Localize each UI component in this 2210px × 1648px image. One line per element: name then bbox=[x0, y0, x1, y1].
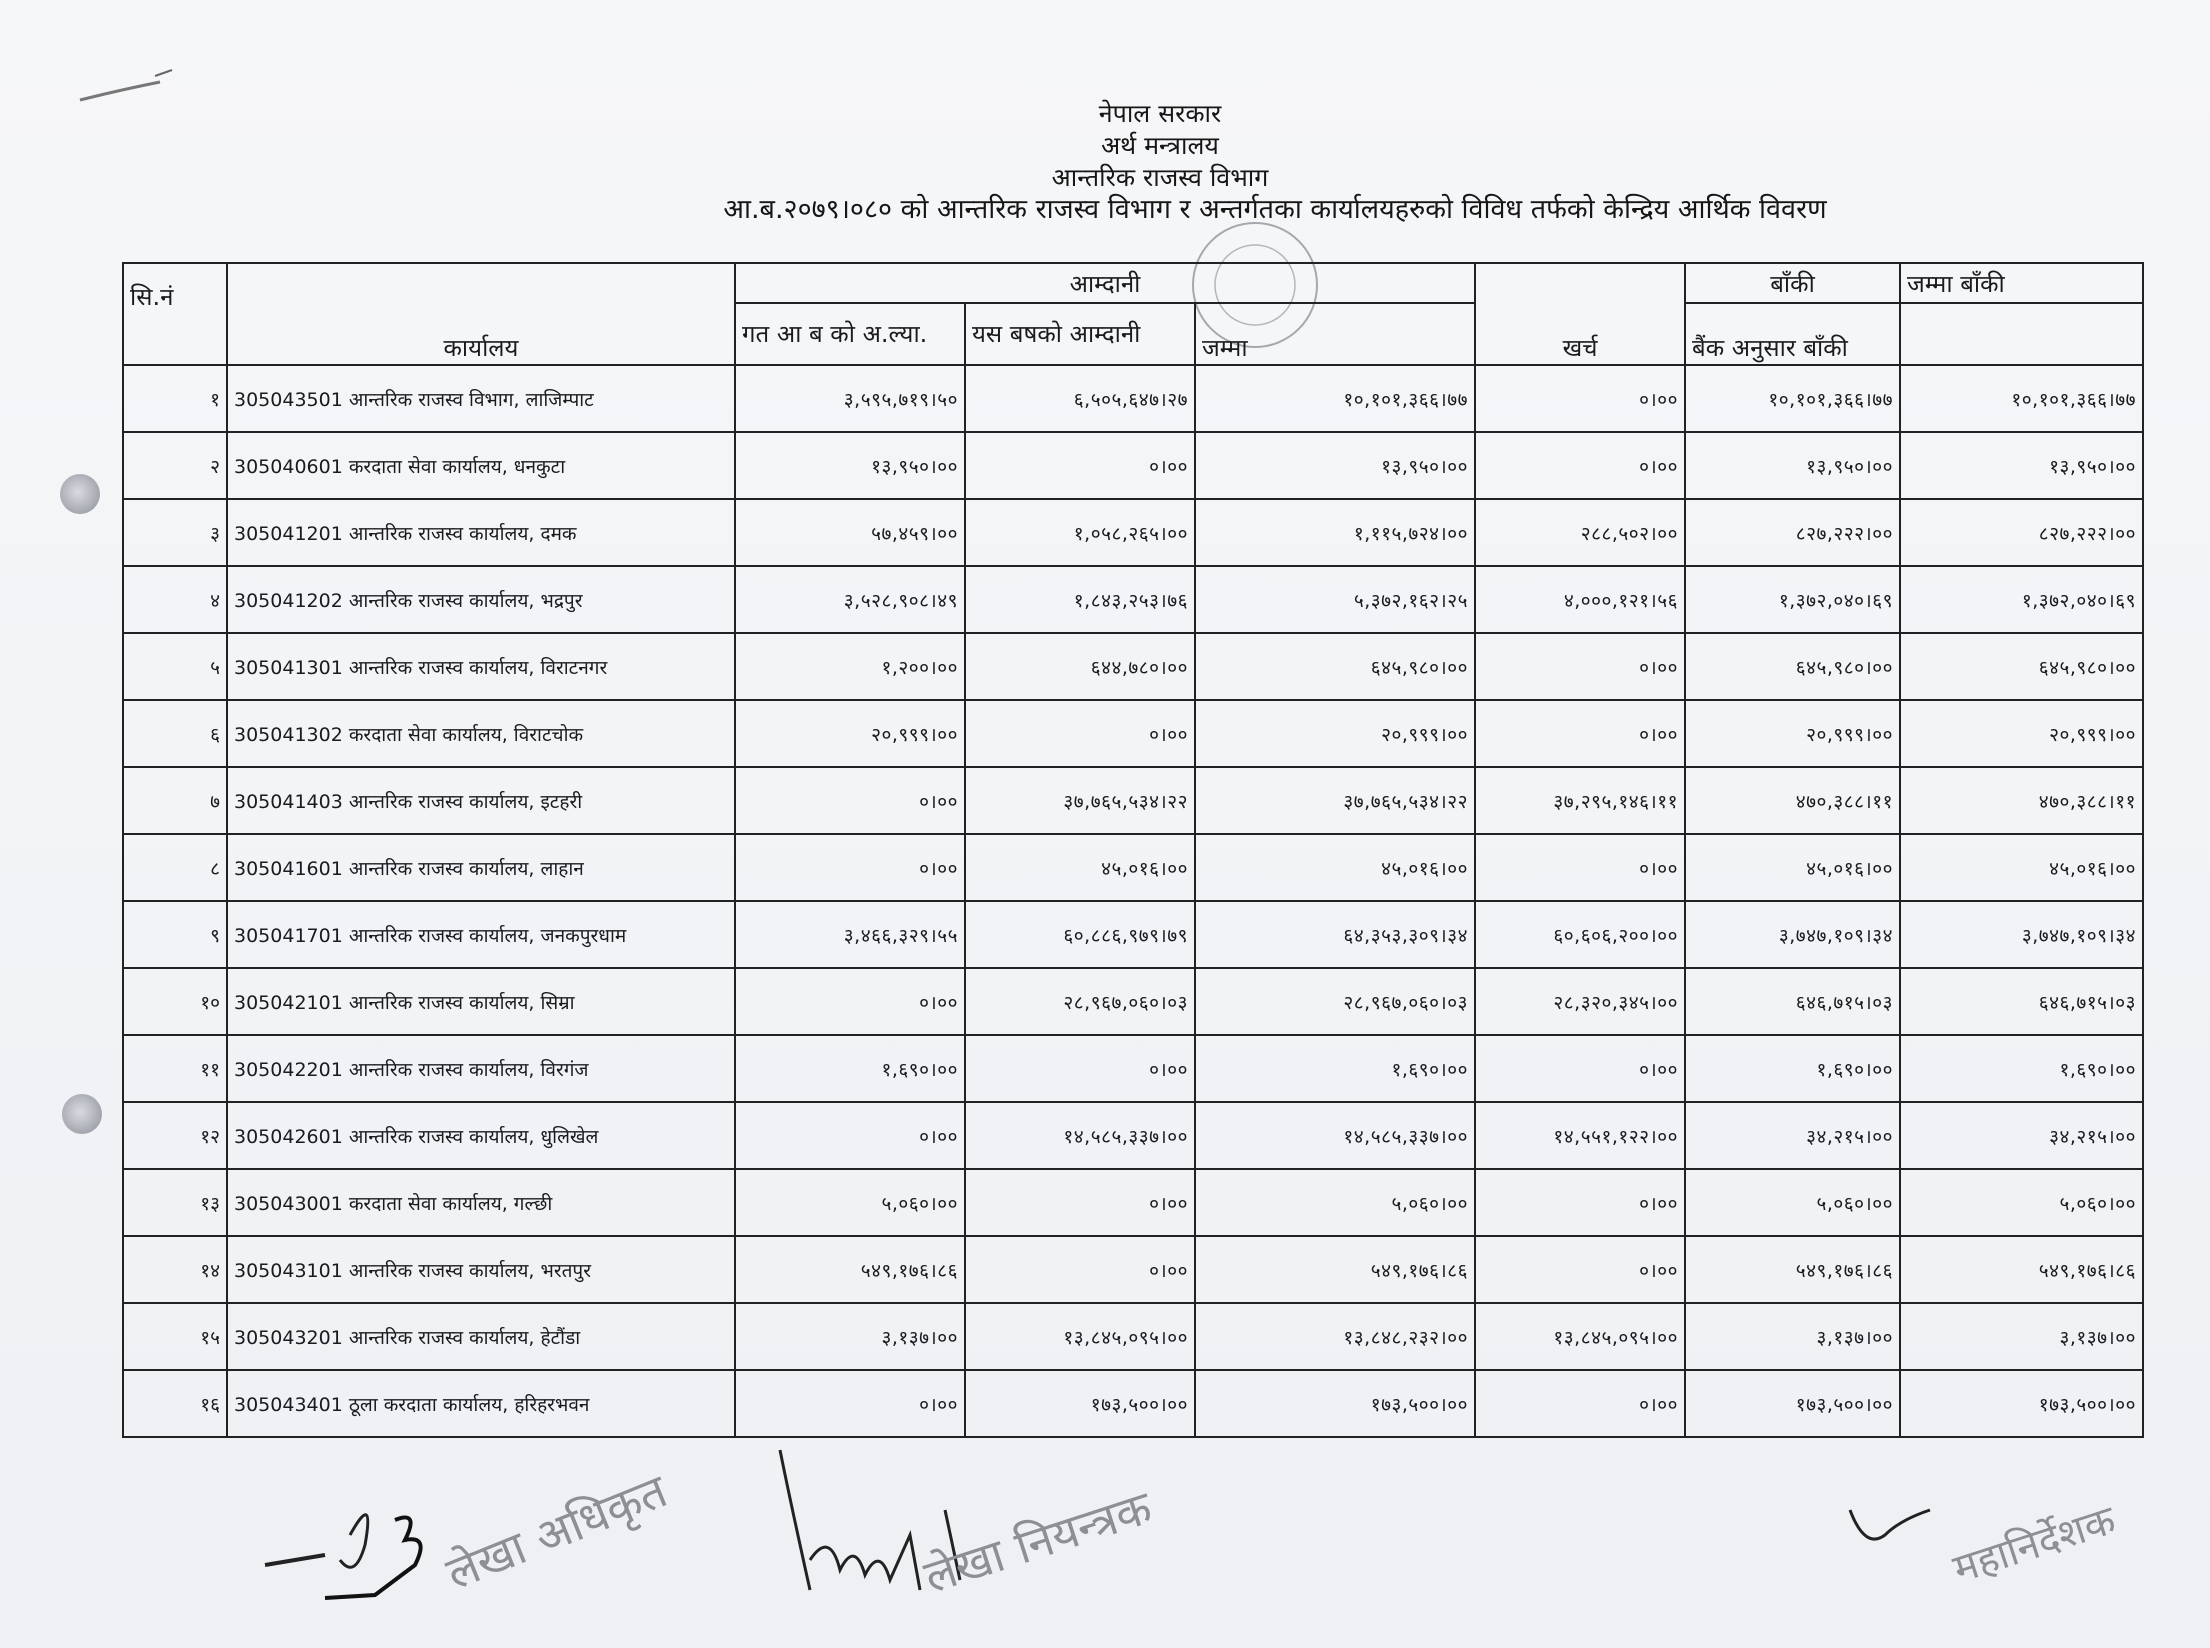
col-header-prev-balance: गत आ ब को अ.ल्या. bbox=[735, 303, 965, 365]
cell-sn: १ bbox=[123, 365, 227, 432]
cell-sn: १५ bbox=[123, 1303, 227, 1370]
financial-statement-table bbox=[122, 262, 2144, 1438]
cell-prev-balance: ३,४६६,३२९।५५ bbox=[735, 901, 965, 968]
cell-bank-balance: ३,७४७,१०९।३४ bbox=[1685, 901, 1900, 968]
cell-office: 305041202 आन्तरिक राजस्व कार्यालय, भद्रपुर bbox=[227, 566, 735, 633]
col-header-expense: खर्च bbox=[1475, 263, 1685, 365]
cell-bank-balance: १,३७२,०४०।६९ bbox=[1685, 566, 1900, 633]
col-header-balance-group: बाँकी bbox=[1685, 263, 1900, 303]
cell-prev-balance: ५४९,१७६।८६ bbox=[735, 1236, 965, 1303]
cell-expense: ०।०० bbox=[1475, 633, 1685, 700]
cell-total: ५,०६०।०० bbox=[1195, 1169, 1475, 1236]
cell-office: 305041403 आन्तरिक राजस्व कार्यालय, इटहरी bbox=[227, 767, 735, 834]
cell-total: १३,९५०।०० bbox=[1195, 432, 1475, 499]
cell-total: १,६९०।०० bbox=[1195, 1035, 1475, 1102]
cell-bank-balance: ३४,२१५।०० bbox=[1685, 1102, 1900, 1169]
cell-sn: ११ bbox=[123, 1035, 227, 1102]
cell-sn: ९ bbox=[123, 901, 227, 968]
cell-bank-balance: १७३,५००।०० bbox=[1685, 1370, 1900, 1437]
table-row bbox=[123, 1236, 2143, 1303]
cell-bank-balance: १०,१०१,३६६।७७ bbox=[1685, 365, 1900, 432]
cell-prev-balance: १,२००।०० bbox=[735, 633, 965, 700]
cell-prev-balance: ०।०० bbox=[735, 834, 965, 901]
table-row bbox=[123, 432, 2143, 499]
report-title: आ.ब.२०७९।०८० को आन्तरिक राजस्व विभाग र अन्तर्गतका कार्यालयहरुको विविध तर्फको केन्द्रिय आर्थिक विवरण bbox=[723, 194, 1827, 225]
cell-sn: ४ bbox=[123, 566, 227, 633]
cell-total: २०,९९९।०० bbox=[1195, 700, 1475, 767]
cell-office: 305042101 आन्तरिक राजस्व कार्यालय, सिम्रा bbox=[227, 968, 735, 1035]
table-row bbox=[123, 700, 2143, 767]
cell-total: ६४,३५३,३०९।३४ bbox=[1195, 901, 1475, 968]
cell-total: ५,३७२,१६२।२५ bbox=[1195, 566, 1475, 633]
cell-expense: ०।०० bbox=[1475, 1169, 1685, 1236]
cell-prev-balance: ०।०० bbox=[735, 1370, 965, 1437]
cell-expense: ०।०० bbox=[1475, 365, 1685, 432]
punch-hole-icon bbox=[62, 1094, 102, 1134]
cell-total-balance: ३,१३७।०० bbox=[1900, 1303, 2143, 1370]
cell-current-income: ६४४,७८०।०० bbox=[965, 633, 1195, 700]
cell-total: ४५,०१६।०० bbox=[1195, 834, 1475, 901]
cell-current-income: ०।०० bbox=[965, 1236, 1195, 1303]
cell-expense: २८८,५०२।०० bbox=[1475, 499, 1685, 566]
cell-expense: १३,८४५,०९५।०० bbox=[1475, 1303, 1685, 1370]
cell-total-balance: ६४५,९८०।०० bbox=[1900, 633, 2143, 700]
cell-current-income: ०।०० bbox=[965, 700, 1195, 767]
cell-office: 305043201 आन्तरिक राजस्व कार्यालय, हेटौंडा bbox=[227, 1303, 735, 1370]
cell-prev-balance: ३,५२८,९०८।४९ bbox=[735, 566, 965, 633]
stamp-accounts-controller: लेखा नियन्त्रक bbox=[917, 1479, 1159, 1604]
cell-total-balance: ८२७,२२२।०० bbox=[1900, 499, 2143, 566]
cell-prev-balance: ५,०६०।०० bbox=[735, 1169, 965, 1236]
cell-bank-balance: ४७०,३८८।११ bbox=[1685, 767, 1900, 834]
cell-expense: २८,३२०,३४५।०० bbox=[1475, 968, 1685, 1035]
cell-expense: ०।०० bbox=[1475, 700, 1685, 767]
table-row bbox=[123, 499, 2143, 566]
cell-office: 305042201 आन्तरिक राजस्व कार्यालय, विरगंज bbox=[227, 1035, 735, 1102]
cell-bank-balance: ४५,०१६।०० bbox=[1685, 834, 1900, 901]
table-row bbox=[123, 834, 2143, 901]
cell-current-income: १३,८४५,०९५।०० bbox=[965, 1303, 1195, 1370]
cell-expense: ६०,६०६,२००।०० bbox=[1475, 901, 1685, 968]
document-header bbox=[0, 98, 2210, 226]
cell-current-income: २८,९६७,०६०।०३ bbox=[965, 968, 1195, 1035]
cell-bank-balance: ३,१३७।०० bbox=[1685, 1303, 1900, 1370]
cell-bank-balance: २०,९९९।०० bbox=[1685, 700, 1900, 767]
cell-office: 305041701 आन्तरिक राजस्व कार्यालय, जनकपुरधाम bbox=[227, 901, 735, 968]
cell-total-balance: १७३,५००।०० bbox=[1900, 1370, 2143, 1437]
cell-sn: १० bbox=[123, 968, 227, 1035]
cell-total-balance: ५४९,१७६।८६ bbox=[1900, 1236, 2143, 1303]
table-row bbox=[123, 633, 2143, 700]
table-row bbox=[123, 968, 2143, 1035]
cell-bank-balance: ६४६,७१५।०३ bbox=[1685, 968, 1900, 1035]
cell-office: 305043501 आन्तरिक राजस्व विभाग, लाजिम्पाट bbox=[227, 365, 735, 432]
cell-bank-balance: ६४५,९८०।०० bbox=[1685, 633, 1900, 700]
cell-total-balance: १,६९०।०० bbox=[1900, 1035, 2143, 1102]
cell-total-balance: ४५,०१६।०० bbox=[1900, 834, 2143, 901]
ministry-name: अर्थ मन्त्रालय bbox=[1101, 131, 1219, 160]
cell-total-balance: ३,७४७,१०९।३४ bbox=[1900, 901, 2143, 968]
cell-total: १,११५,७२४।०० bbox=[1195, 499, 1475, 566]
col-header-income-group: आम्दानी bbox=[735, 263, 1475, 303]
cell-office: 305042601 आन्तरिक राजस्व कार्यालय, धुलिखेल bbox=[227, 1102, 735, 1169]
cell-bank-balance: ५,०६०।०० bbox=[1685, 1169, 1900, 1236]
cell-expense: १४,५५१,१२२।०० bbox=[1475, 1102, 1685, 1169]
cell-total-balance: ३४,२१५।०० bbox=[1900, 1102, 2143, 1169]
table-row bbox=[123, 1303, 2143, 1370]
cell-prev-balance: १,६९०।०० bbox=[735, 1035, 965, 1102]
cell-prev-balance: ०।०० bbox=[735, 767, 965, 834]
cell-office: 305041601 आन्तरिक राजस्व कार्यालय, लाहान bbox=[227, 834, 735, 901]
table-row bbox=[123, 1370, 2143, 1437]
cell-sn: ५ bbox=[123, 633, 227, 700]
cell-sn: १६ bbox=[123, 1370, 227, 1437]
cell-expense: ३७,२९५,१४६।११ bbox=[1475, 767, 1685, 834]
cell-total: १७३,५००।०० bbox=[1195, 1370, 1475, 1437]
cell-total: ५४९,१७६।८६ bbox=[1195, 1236, 1475, 1303]
cell-expense: ४,०००,१२१।५६ bbox=[1475, 566, 1685, 633]
cell-expense: ०।०० bbox=[1475, 432, 1685, 499]
cell-total: १०,१०१,३६६।७७ bbox=[1195, 365, 1475, 432]
cell-current-income: ४५,०१६।०० bbox=[965, 834, 1195, 901]
cell-current-income: ०।०० bbox=[965, 1169, 1195, 1236]
table-row bbox=[123, 1035, 2143, 1102]
cell-prev-balance: ५७,४५९।०० bbox=[735, 499, 965, 566]
cell-current-income: ०।०० bbox=[965, 432, 1195, 499]
cell-sn: ३ bbox=[123, 499, 227, 566]
signature-director-general-icon bbox=[1840, 1490, 1960, 1560]
cell-prev-balance: ०।०० bbox=[735, 1102, 965, 1169]
cell-total-balance: १३,९५०।०० bbox=[1900, 432, 2143, 499]
cell-prev-balance: ०।०० bbox=[735, 968, 965, 1035]
cell-expense: ०।०० bbox=[1475, 1236, 1685, 1303]
cell-current-income: ३७,७६५,५३४।२२ bbox=[965, 767, 1195, 834]
stamp-accounts-officer: लेखा अधिकृत bbox=[438, 1463, 675, 1601]
table-row bbox=[123, 566, 2143, 633]
col-header-current-income: यस बषको आम्दानी bbox=[965, 303, 1195, 365]
cell-sn: ६ bbox=[123, 700, 227, 767]
table-row bbox=[123, 365, 2143, 432]
cell-bank-balance: १,६९०।०० bbox=[1685, 1035, 1900, 1102]
cell-expense: ०।०० bbox=[1475, 834, 1685, 901]
department-name: आन्तरिक राजस्व विभाग bbox=[1051, 163, 1269, 192]
cell-sn: ८ bbox=[123, 834, 227, 901]
table-row bbox=[123, 1102, 2143, 1169]
cell-office: 305043101 आन्तरिक राजस्व कार्यालय, भरतपुर bbox=[227, 1236, 735, 1303]
cell-prev-balance: १३,९५०।०० bbox=[735, 432, 965, 499]
punch-hole-icon bbox=[60, 474, 100, 514]
cell-sn: १२ bbox=[123, 1102, 227, 1169]
cell-total: ६४५,९८०।०० bbox=[1195, 633, 1475, 700]
cell-bank-balance: १३,९५०।०० bbox=[1685, 432, 1900, 499]
col-header-total: जम्मा bbox=[1195, 303, 1475, 365]
col-header-bank-balance: बैंक अनुसार बाँकी bbox=[1685, 303, 1900, 365]
cell-sn: १४ bbox=[123, 1236, 227, 1303]
cell-total-balance: २०,९९९।०० bbox=[1900, 700, 2143, 767]
stamp-director-general: महानिर्देशक bbox=[1947, 1497, 2122, 1593]
cell-expense: ०।०० bbox=[1475, 1035, 1685, 1102]
cell-office: 305040601 करदाता सेवा कार्यालय, धनकुटा bbox=[227, 432, 735, 499]
cell-total: १४,५८५,३३७।०० bbox=[1195, 1102, 1475, 1169]
cell-sn: २ bbox=[123, 432, 227, 499]
government-name: नेपाल सरकार bbox=[1098, 99, 1222, 128]
cell-total: १३,८४८,२३२।०० bbox=[1195, 1303, 1475, 1370]
col-header-total-balance-blank bbox=[1900, 303, 2143, 365]
cell-bank-balance: ५४९,१७६।८६ bbox=[1685, 1236, 1900, 1303]
cell-total: ३७,७६५,५३४।२२ bbox=[1195, 767, 1475, 834]
cell-total-balance: ४७०,३८८।११ bbox=[1900, 767, 2143, 834]
col-header-office: कार्यालय bbox=[227, 263, 735, 365]
table-row bbox=[123, 901, 2143, 968]
cell-office: 305041302 करदाता सेवा कार्यालय, विराटचोक bbox=[227, 700, 735, 767]
cell-total-balance: ६४६,७१५।०३ bbox=[1900, 968, 2143, 1035]
cell-total-balance: १,३७२,०४०।६९ bbox=[1900, 566, 2143, 633]
cell-current-income: १,०५८,२६५।०० bbox=[965, 499, 1195, 566]
col-header-sn: सि.नं bbox=[123, 263, 227, 365]
cell-prev-balance: २०,९९९।०० bbox=[735, 700, 965, 767]
cell-office: 305041201 आन्तरिक राजस्व कार्यालय, दमक bbox=[227, 499, 735, 566]
table-row bbox=[123, 1169, 2143, 1236]
cell-total-balance: १०,१०१,३६६।७७ bbox=[1900, 365, 2143, 432]
cell-expense: ०।०० bbox=[1475, 1370, 1685, 1437]
cell-prev-balance: ३,१३७।०० bbox=[735, 1303, 965, 1370]
cell-total-balance: ५,०६०।०० bbox=[1900, 1169, 2143, 1236]
cell-current-income: १७३,५००।०० bbox=[965, 1370, 1195, 1437]
cell-office: 305043001 करदाता सेवा कार्यालय, गल्छी bbox=[227, 1169, 735, 1236]
cell-sn: ७ bbox=[123, 767, 227, 834]
cell-current-income: ०।०० bbox=[965, 1035, 1195, 1102]
cell-sn: १३ bbox=[123, 1169, 227, 1236]
cell-current-income: ६०,८८६,९७९।७९ bbox=[965, 901, 1195, 968]
cell-office: 305041301 आन्तरिक राजस्व कार्यालय, विराटनगर bbox=[227, 633, 735, 700]
col-header-total-balance: जम्मा बाँकी bbox=[1900, 263, 2143, 303]
table-row bbox=[123, 767, 2143, 834]
cell-office: 305043401 ठूला करदाता कार्यालय, हरिहरभवन bbox=[227, 1370, 735, 1437]
cell-current-income: १,८४३,२५३।७६ bbox=[965, 566, 1195, 633]
cell-prev-balance: ३,५९५,७१९।५० bbox=[735, 365, 965, 432]
cell-current-income: ६,५०५,६४७।२७ bbox=[965, 365, 1195, 432]
cell-total: २८,९६७,०६०।०३ bbox=[1195, 968, 1475, 1035]
cell-bank-balance: ८२७,२२२।०० bbox=[1685, 499, 1900, 566]
cell-current-income: १४,५८५,३३७।०० bbox=[965, 1102, 1195, 1169]
header-row-1 bbox=[123, 263, 2143, 303]
